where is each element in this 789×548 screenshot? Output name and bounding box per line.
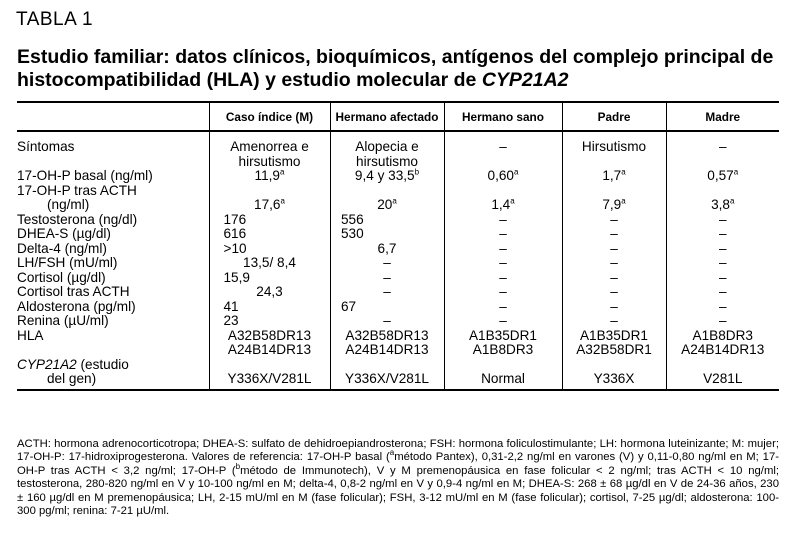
cell: 3,8$^a$ [666, 184, 779, 213]
cell: – [666, 271, 779, 286]
cell: 1,7$^a$ [562, 169, 666, 184]
cell: 17,6$^a$ [209, 184, 330, 213]
cell: 530 [330, 227, 444, 242]
table-row [17, 227, 779, 242]
cell: – [562, 285, 666, 300]
cell: – [444, 256, 562, 271]
cell: 11,9$^a$ [209, 169, 330, 184]
cell: – [562, 314, 666, 329]
cell: – [444, 242, 562, 257]
cell: A32B58DR13 A24B14DR13 [209, 329, 330, 358]
cell: 13,5/ 8,4 [209, 256, 330, 271]
table-row [17, 131, 779, 169]
table-row [17, 329, 779, 358]
cell: – [330, 256, 444, 271]
header-madre: Madre [666, 102, 779, 131]
cell: – [666, 227, 779, 242]
row-label: HLA [17, 327, 44, 343]
row-label: DHEA-S (µg/dl) [17, 226, 111, 241]
cell: – [444, 131, 562, 169]
cell: – [666, 285, 779, 300]
row-label: Testosterona (ng/dl) [17, 211, 138, 227]
cell: – [562, 271, 666, 286]
cell: 9,4 y 33,5$^b$ [330, 169, 444, 184]
row-label: Síntomas [17, 139, 75, 154]
cell: Y336X/V281L [330, 358, 444, 390]
cell: Hirsutismo [562, 131, 666, 169]
cell: – [444, 271, 562, 286]
cell: A1B8DR3 A24B14DR13 [666, 329, 779, 358]
cell: – [666, 242, 779, 257]
cell: A1B35DR1 A1B8DR3 [444, 329, 562, 358]
table-row [17, 271, 779, 286]
table-row [17, 242, 779, 257]
cell: – [666, 300, 779, 315]
row-label: 17-OH-P tras ACTH (ng/ml) [17, 182, 137, 212]
cell: >10 [209, 242, 330, 257]
cell: – [562, 256, 666, 271]
cell: Alopecia e hirsutismo [330, 131, 444, 169]
cell: – [444, 285, 562, 300]
header-caso-indice: Caso índice (M) [209, 102, 330, 131]
gene-name: CYP21A2 [481, 69, 569, 91]
cell: 616 [209, 227, 330, 242]
cell: – [444, 300, 562, 315]
cell: – [666, 213, 779, 228]
table-title: Estudio familiar: datos clínicos, bioquímicos, antígenos del complejo principal de histocompatibilidad (HLA) y estudio molecular de CYP21A2 [17, 46, 774, 91]
cell: 20$^a$ [330, 184, 444, 213]
cell: – [562, 300, 666, 315]
row-label: 17-OH-P basal (ng/ml) [17, 168, 153, 183]
cell: 176 [209, 213, 330, 228]
row-label: Renina (µU/ml) [17, 313, 109, 328]
header-row [17, 102, 779, 131]
cell: 7,9$^a$ [562, 184, 666, 213]
table-row [17, 314, 779, 329]
cell: – [666, 256, 779, 271]
cell: – [444, 227, 562, 242]
cell: – [330, 285, 444, 300]
cell: – [666, 314, 779, 329]
table-label: TABLA 1 [16, 9, 94, 30]
cell: – [330, 314, 444, 329]
cell: 67 [330, 300, 444, 315]
cell: 556 [330, 213, 444, 228]
row-label: Aldosterona (pg/ml) [17, 298, 136, 314]
cell: A1B35DR1 A32B58DR1 [562, 329, 666, 358]
header-padre: Padre [562, 102, 666, 131]
table-row [17, 184, 779, 213]
table-row [17, 285, 779, 300]
data-table [17, 101, 779, 391]
row-label: Delta-4 (ng/ml) [17, 240, 107, 256]
cell: V281L [666, 358, 779, 390]
cell: Y336X/V281L [209, 358, 330, 390]
header-empty [17, 102, 209, 131]
cell: 23 [209, 314, 330, 329]
cell: 1,4$^a$ [444, 184, 562, 213]
cell: 0,60$^a$ [444, 169, 562, 184]
cell: – [562, 213, 666, 228]
cell: 0,57$^a$ [666, 169, 779, 184]
cell: A32B58DR13 A24B14DR13 [330, 329, 444, 358]
header-hermano-sano: Hermano sano [444, 102, 562, 131]
table-row [17, 256, 779, 271]
cell: – [562, 227, 666, 242]
cell: Y336X [562, 358, 666, 390]
row-label: LH/FSH (mU/ml) [17, 255, 118, 270]
table-row [17, 300, 779, 315]
header-hermano-afectado: Hermano afectado [330, 102, 444, 131]
cell: – [444, 213, 562, 228]
cell: – [666, 131, 779, 169]
cell: – [562, 242, 666, 257]
cell: 6,7 [330, 242, 444, 257]
table-footnote: ACTH: hormona adrenocorticotropa; DHEA-S: sulfato de dehidroepiandrosterona; FSH: hormona foliculostimulante; LH: hormona luteinizante; M: mujer; 17-OH-P: 17-hidroxiprogesterona. Valores de referencia: 17-OH-P basal ($^a$método Pantex), 0,31-2,2 ng/ml en varones (V) y 0,11-0,80 ng/ml en M; 17-OH-P tras ACTH < 3,2 ng/ml; 17-OH-P ($^b$método de Immunotech), V y M premenopáusica en fase folicular < 2 ng/ml; tras ACTH < 10 ng/ml; testosterona, 280-820 ng/ml en V y 10-100 ng/ml en M; delta-4, 0,8-2 ng/ml en V y 0,9-4 ng/ml en M; DHEA-S: 268 ± 68 µg/dl en V de 24-36 años, 230 ± 160 µg/dl en M premenopáusica; LH, 2-15 mU/ml en M (fase folicular); FSH, 3-12 mU/ml en M (fase folicular); cortisol, 7-25 µg/dl; aldosterona: 100-300 pg/ml; renina: 7-21 µU/ml. [17, 438, 779, 518]
row-label: Cortisol (µg/dl) [17, 269, 106, 285]
row-label: Cortisol tras ACTH [17, 284, 130, 299]
cell: Amenorrea e hirsutismo [209, 131, 330, 169]
cell: 15,9 [209, 271, 330, 286]
cell: – [330, 271, 444, 286]
cell: Normal [444, 358, 562, 390]
table-row [17, 358, 779, 390]
table-row [17, 213, 779, 228]
table-row [17, 169, 779, 184]
cell: – [444, 314, 562, 329]
cell: 41 [209, 300, 330, 315]
cell: 24,3 [209, 285, 330, 300]
row-label: CYP21A2 (estudio del gen) [17, 358, 209, 390]
